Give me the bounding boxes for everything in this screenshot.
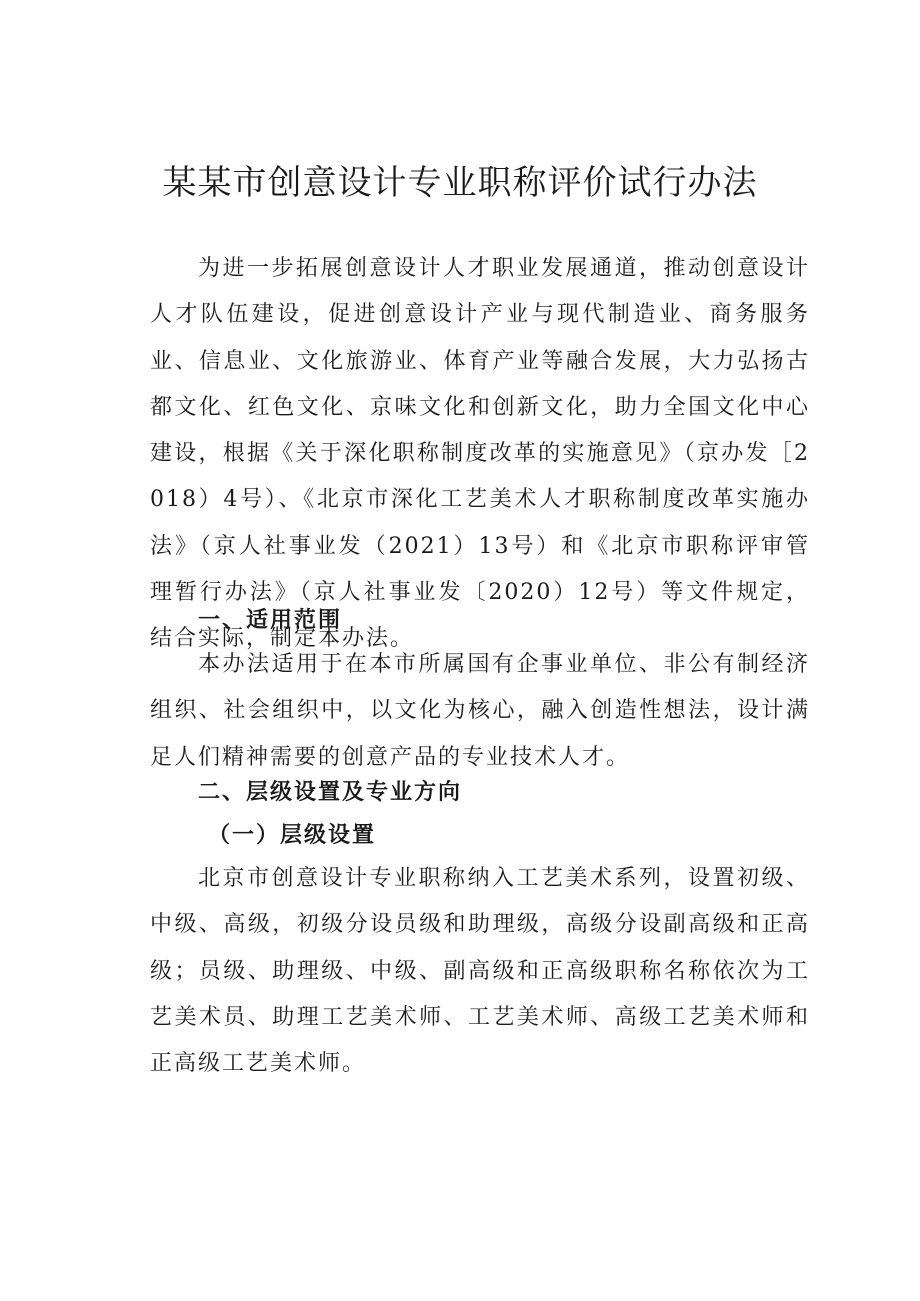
- section-1-paragraph: 本办法适用于在本市所属国有企事业单位、非公有制经济组织、社会组织中，以文化为核心，融入创造性想法，设计满足人们精神需要的创意产品的专业技术人才。: [150, 652, 810, 770]
- intro-paragraph: 为进一步拓展创意设计人才职业发展通道，推动创意设计人才队伍建设，促进创意设计产业与现代制造业、商务服务业、信息业、文化旅游业、体育产业等融合发展，大力弘扬古都文化、红色文化、京味文化和创新文化，助力全国文化中心建设，根据《关于深化职称制度改革的实施意见》（京办发［2018）4号）、《北京市深化工艺美术人才职称制度改革实施办法》（京人社事业发（2021）13号）和《北京市职称评审管理暂行办法》（京人社事业发〔2020）12号）等文件规定，结合实际，制定本办法。: [150, 256, 810, 652]
- document-title: 某某市创意设计专业职称评价试行办法: [162, 163, 758, 203]
- section-2-subheading-1: （一）层级设置: [208, 823, 377, 848]
- section-2-sub-1-paragraph: 北京市创意设计专业职称纳入工艺美术系列，设置初级、中级、高级，初级分设员级和助理级，高级分设副高级和正高级；员级、助理级、中级、副高级和正高级职称名称依次为工艺美术员、助理工艺美术师、工艺美术师、高级工艺美术师和正高级工艺美术师。: [150, 866, 810, 1077]
- section-1-heading: 一、适用范围: [198, 608, 343, 633]
- section-2-heading: 二、层级设置及专业方向: [198, 780, 463, 805]
